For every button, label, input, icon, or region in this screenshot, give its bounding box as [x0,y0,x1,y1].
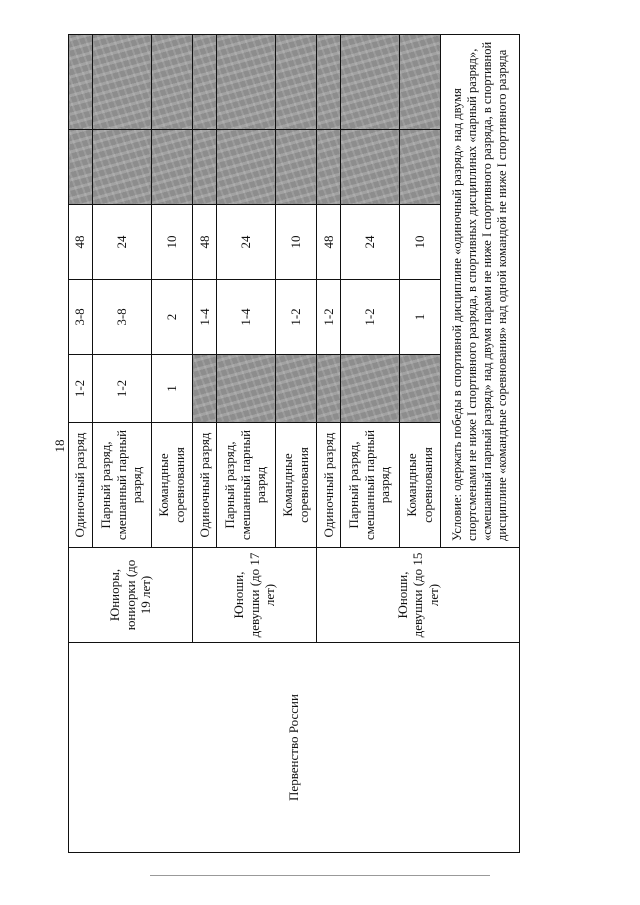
shaded-cell [340,35,399,130]
discipline-cell: Командные соревнования [151,423,192,548]
shaded-cell [399,130,440,205]
shaded-cell [317,355,341,423]
shaded-cell [193,355,217,423]
requirements-table-container [68,35,520,853]
shaded-cell [69,130,93,205]
requirements-table [68,34,520,853]
places-b-cell: 1-2 [340,280,399,355]
shaded-cell [92,35,151,130]
shaded-cell [216,355,275,423]
places-b-cell: 1 [399,280,440,355]
shaded-cell [216,130,275,205]
shaded-cell [275,355,316,423]
discipline-cell: Одиночный разряд [69,423,93,548]
shaded-cell [151,35,192,130]
age-group-cell: Юноши, девушки (до 17 лет) [193,548,317,643]
shaded-cell [399,35,440,130]
shaded-cell [399,355,440,423]
participants-cell: 24 [216,205,275,280]
condition-text: Условие: одержать победы в спортивной дисциплине «одиночный разряд» над двумя спортсменами не ниже I спортивного разряда, в спортивных дисциплинах «парный разряд», «смешанный парный разряд» над двумя парами не ниже I спортивного разряда, в спортивной дисциплине «командные соревнования» над одной командой не ниже I спортивного разряда [441,35,520,548]
age-group-cell: Юниоры, юниорки (до 19 лет) [69,548,193,643]
participants-cell: 10 [399,205,440,280]
table-row [69,35,93,853]
scan-edge-line [150,875,490,876]
discipline-cell: Одиночный разряд [193,423,217,548]
places-b-cell: 3-8 [92,280,151,355]
participants-cell: 48 [69,205,93,280]
places-a-cell: 1-2 [69,355,93,423]
places-b-cell: 3-8 [69,280,93,355]
discipline-cell: Одиночный разряд [317,423,341,548]
shaded-cell [193,130,217,205]
places-b-cell: 1-2 [317,280,341,355]
shaded-cell [317,35,341,130]
age-group-cell: Юноши, девушки (до 15 лет) [317,548,520,643]
discipline-cell: Парный разряд, смешанный парный разряд [92,423,151,548]
shaded-cell [151,130,192,205]
discipline-cell: Командные соревнования [399,423,440,548]
discipline-cell: Командные соревнования [275,423,316,548]
shaded-cell [340,355,399,423]
shaded-cell [69,35,93,130]
shaded-cell [216,35,275,130]
places-a-cell: 1 [151,355,192,423]
shaded-cell [340,130,399,205]
participants-cell: 48 [317,205,341,280]
participants-cell: 48 [193,205,217,280]
places-b-cell: 1-4 [216,280,275,355]
shaded-cell [92,130,151,205]
shaded-cell [193,35,217,130]
participants-cell: 10 [275,205,316,280]
places-b-cell: 2 [151,280,192,355]
shaded-cell [317,130,341,205]
places-b-cell: 1-4 [193,280,217,355]
shaded-cell [275,130,316,205]
discipline-cell: Парный разряд, смешанный парный разряд [340,423,399,548]
places-b-cell: 1-2 [275,280,316,355]
places-a-cell: 1-2 [92,355,151,423]
page-number: 18 [52,439,67,453]
discipline-cell: Парный разряд, смешанный парный разряд [216,423,275,548]
shaded-cell [275,35,316,130]
event-cell: Первенство России [69,643,520,853]
participants-cell: 24 [340,205,399,280]
participants-cell: 10 [151,205,192,280]
participants-cell: 24 [92,205,151,280]
